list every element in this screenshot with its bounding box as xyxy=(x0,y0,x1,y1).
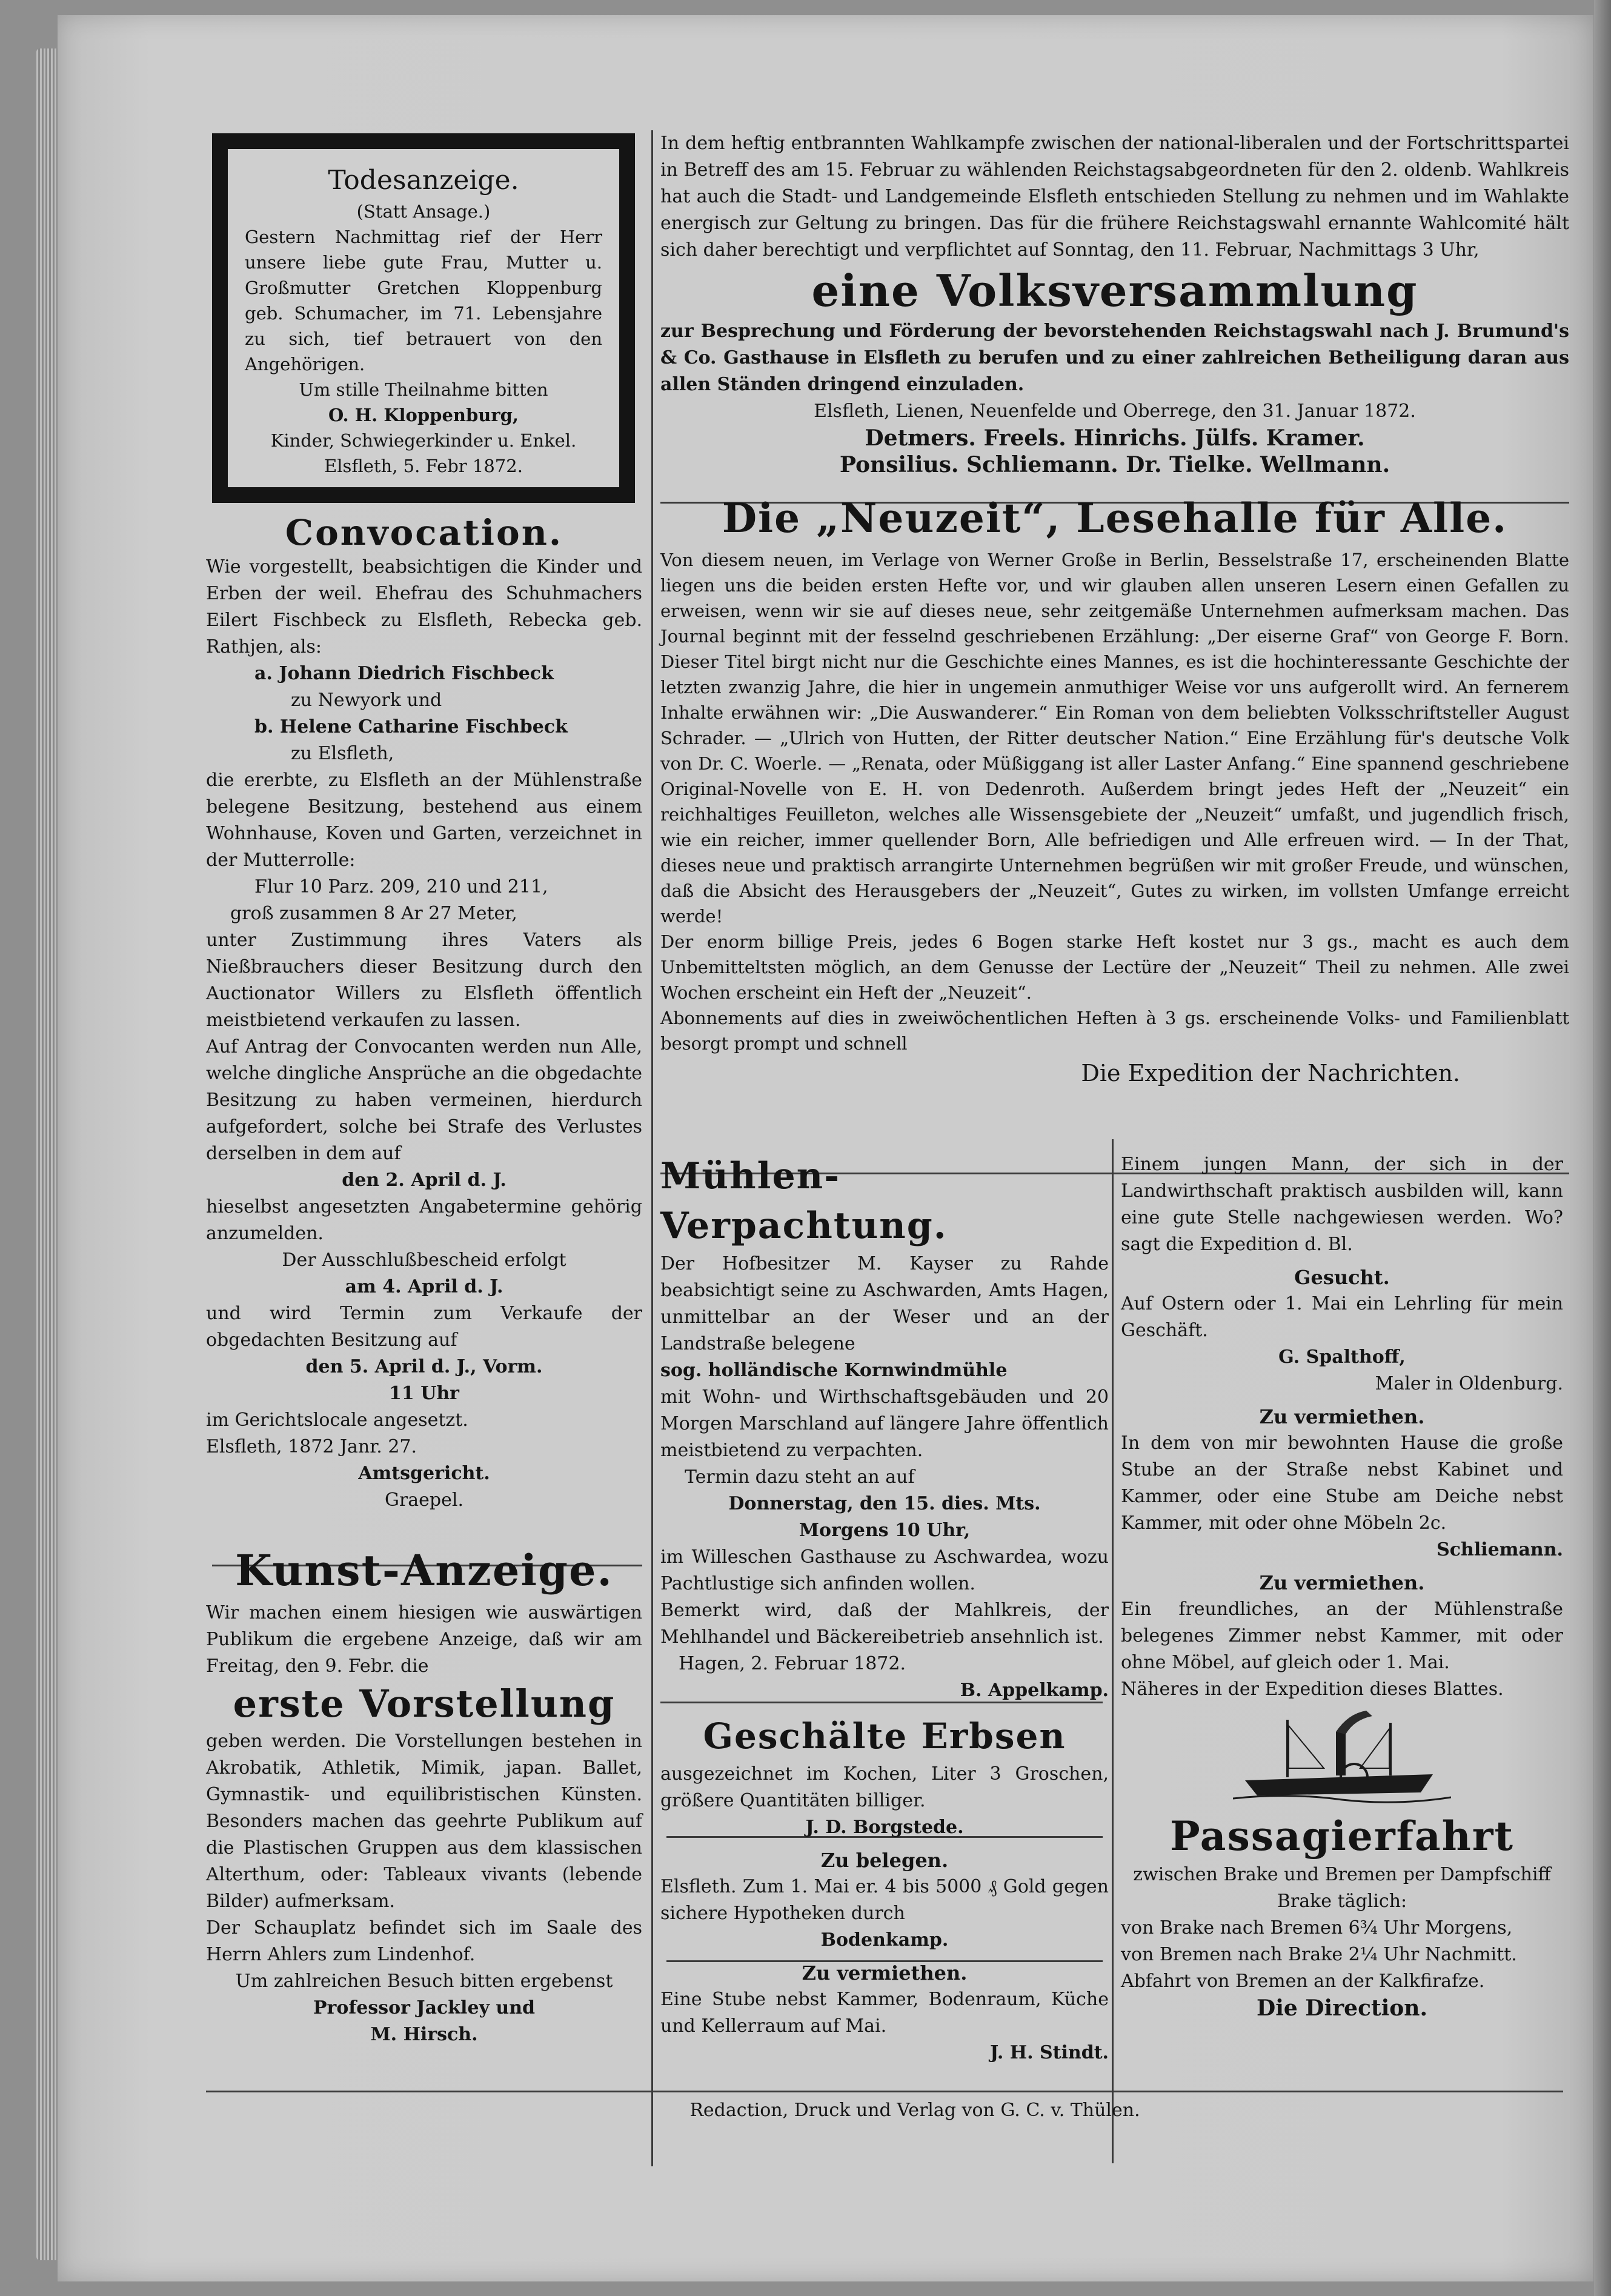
kunst-body2: Der Schauplatz befindet sich im Saale des Herrn Ahlers zum Lindenhof. xyxy=(206,1917,642,1965)
convocation-body7: im Gerichtslocale angesetzt. xyxy=(206,1409,468,1431)
wahl-body: zur Besprechung und Förderung der bevorstehenden Reichstagswahl nach J. Brumund's & Co. Gasthause in Elsfleth zu berufen und zu einer zahlreichen Betheiligung daran aus allen Ständen dringend einzuladen. xyxy=(660,321,1569,395)
vermiethen3-title: Zu vermiethen. xyxy=(1259,1571,1425,1594)
vermiethen1-title: Zu vermiethen. xyxy=(802,1962,968,1985)
erbsen-body: ausgezeichnet im Kochen, Liter 3 Groschen, größere Quantitäten billiger. xyxy=(660,1763,1109,1811)
muehle-title: Mühlen-Verpachtung. xyxy=(660,1155,948,1247)
convocation-body5: Der Ausschlußbescheid erfolgt xyxy=(282,1249,566,1271)
muehle-place-date: Hagen, 2. Februar 1872. xyxy=(679,1653,906,1674)
muehle-sig: B. Appelkamp. xyxy=(960,1680,1109,1701)
vermiethen2-body: In dem von mir bewohnten Hause die große Stube an der Straße nebst Kabinet und Kammer, oder eine Stube am Deiche nebst Kammer, mit oder ohne Möbeln 2c. xyxy=(1121,1433,1563,1534)
erbsen-title: Geschälte Erbsen xyxy=(703,1715,1066,1757)
muehle-body3: Termin dazu steht an auf xyxy=(685,1466,915,1488)
wahl-names2: Ponsilius. Schliemann. Dr. Tielke. Wellmann. xyxy=(839,452,1390,478)
column-rule-left xyxy=(651,130,653,2166)
convocation-date3: den 5. April d. J., Vorm. xyxy=(305,1356,543,1377)
death-plea: Um stille Theilnahme bitten xyxy=(299,379,548,400)
wahl-place-date: Elsfleth, Lienen, Neuenfelde und Oberrege, den 31. Januar 1872. xyxy=(814,401,1416,422)
gesucht-title: Gesucht. xyxy=(1294,1266,1390,1289)
convocation-body3: Auf Antrag der Convocanten werden nun Alle, welche dingliche Ansprüche an die obgedachte Besitzung zu haben vermeinen, hierdurch aufgefordert, solche bei Strafe des Verlustes derselben in dem auf xyxy=(206,1036,642,1164)
page-right-edge xyxy=(1594,0,1611,2296)
muehle-body2: mit Wohn- und Wirthschaftsgebäuden und 20 Morgen Marschland auf längere Jahre öffentlich meistbietend zu verpachten. xyxy=(660,1386,1109,1461)
fahrt-sig: Die Direction. xyxy=(1256,1995,1428,2021)
kunst-sig1: Professor Jackley und xyxy=(313,1997,536,2018)
convocation-item-a: a. Johann Diedrich Fischbeck xyxy=(254,663,554,684)
imprint-footer: Redaction, Druck und Verlag von G. C. v. Thülen. xyxy=(689,2100,1140,2121)
convocation-flur2: groß zusammen 8 Ar 27 Meter, xyxy=(230,903,517,924)
vermiethen2-title: Zu vermiethen. xyxy=(1259,1405,1425,1428)
convocation-item-b2: zu Elsfleth, xyxy=(291,743,394,764)
convocation-date1: den 2. April d. J. xyxy=(342,1170,507,1191)
fahrt-body: zwischen Brake und Bremen per Dampfschiff Brake täglich: xyxy=(1133,1864,1551,1912)
vermiethen1-body: Eine Stube nebst Kammer, Bodenraum, Küche und Kellerraum auf Mai. xyxy=(660,1989,1109,2037)
kunst-sig2: M. Hirsch. xyxy=(370,2024,478,2045)
belegen-sig: Bodenkamp. xyxy=(820,1929,949,1951)
muehle-bold1: sog. holländische Kornwindmühle xyxy=(660,1360,1008,1381)
convocation-item-b: b. Helene Catharine Fischbeck xyxy=(254,716,568,737)
death-title: Todesanzeige. xyxy=(328,165,519,196)
convocation-judge: Graepel. xyxy=(384,1489,464,1511)
wide-column xyxy=(660,130,1569,1090)
gesucht-body: Auf Ostern oder 1. Mai ein Lehrling für mein Geschäft. xyxy=(1121,1293,1563,1341)
convocation-body6: und wird Termin zum Verkaufe der obgedachten Besitzung auf xyxy=(206,1303,642,1351)
wahl-names1: Detmers. Freels. Hinrichs. Jülfs. Kramer. xyxy=(865,425,1365,451)
fahrt-line2: von Bremen nach Brake 2¼ Uhr Nachmitt. xyxy=(1121,1944,1517,1965)
vermiethen2-sig: Schliemann. xyxy=(1437,1539,1563,1560)
neuzeit-title: Die „Neuzeit“, Lesehalle für Alle. xyxy=(722,494,1508,542)
center-column xyxy=(660,1151,1109,2066)
vermiethen1-sig: J. H. Stindt. xyxy=(990,2042,1109,2063)
convocation-place-date: Elsfleth, 1872 Janr. 27. xyxy=(206,1436,417,1457)
left-column xyxy=(206,133,642,2048)
muehle-body5: Bemerkt wird, daß der Mahlkreis, der Mehlhandel und Bäckereibetrieb ansehnlich ist. xyxy=(660,1600,1109,1648)
gesucht-sig: G. Spalthoff, xyxy=(1278,1346,1406,1368)
gesucht-sig2: Maler in Oldenburg. xyxy=(1375,1373,1563,1394)
muehle-body4: im Willeschen Gasthause zu Aschwardea, wozu Pachtlustige sich anfinden wollen. xyxy=(660,1546,1109,1594)
vermiethen3-body2: Näheres in der Expedition dieses Blattes. xyxy=(1121,1679,1504,1700)
muehle-date: Donnerstag, den 15. dies. Mts. xyxy=(728,1493,1041,1514)
muehle-body: Der Hofbesitzer M. Kayser zu Rahde beabsichtigt seine zu Aschwarden, Amts Hagen, unmittelbar an der Weser und an der Landstraße belegene xyxy=(660,1253,1109,1354)
column-rule-right xyxy=(1112,1139,1114,2163)
mann-body: Einem jungen Mann, der sich in der Landwirthschaft praktisch ausbilden will, kann eine gute Stelle nachgewiesen werden. Wo? sagt die Expedition d. Bl. xyxy=(1121,1154,1563,1255)
steamship-icon xyxy=(1233,1708,1451,1811)
wahl-headline: eine Volksversammlung xyxy=(811,265,1418,316)
convocation-body1: die ererbte, zu Elsfleth an der Mühlenstraße belegene Besitzung, bestehend aus einem Wohnhause, Koven und Garten, verzeichnet in der Mutterrolle: xyxy=(206,770,642,871)
book-edge xyxy=(36,48,61,2260)
death-signer2: Kinder, Schwiegerkinder u. Enkel. xyxy=(270,430,577,451)
kunst-headline: erste Vorstellung xyxy=(233,1682,616,1726)
erbsen-sig: J. D. Borgstede. xyxy=(805,1817,964,1838)
kunst-intro: Wir machen einem hiesigen wie auswärtigen Publikum die ergebene Anzeige, daß wir am Freitag, den 9. Febr. die xyxy=(206,1602,642,1677)
rule-footer xyxy=(206,2091,1563,2092)
neuzeit-body3: Abonnements auf dies in zweiwöchentlichen Heften à 3 gs. erscheinende Volks- und Familienblatt besorgt prompt und schnell xyxy=(660,1008,1569,1054)
belegen-body: Elsfleth. Zum 1. Mai er. 4 bis 5000 ₰ Gold gegen sichere Hypotheken durch xyxy=(660,1876,1109,1924)
vermiethen3-body: Ein freundliches, an der Mühlenstraße belegenes Zimmer nebst Kammer, mit oder ohne Möbel, auf gleich oder 1. Mai. xyxy=(1121,1599,1563,1673)
convocation-body2: unter Zustimmung ihres Vaters als Nießbrauchers dieser Besitzung durch den Auctionator Willers zu Elsfleth öffentlich meistbietend verkaufen zu lassen. xyxy=(206,930,642,1031)
kunst-body3: Um zahlreichen Besuch bitten ergebenst xyxy=(235,1971,613,1992)
kunst-title: Kunst-Anzeige. xyxy=(235,1545,613,1596)
convocation-title: Convocation. xyxy=(285,512,563,553)
fahrt-line3: Abfahrt von Bremen an der Kalkfirafze. xyxy=(1121,1971,1485,1992)
neuzeit-body2: Der enorm billige Preis, jedes 6 Bogen starke Heft kostet nur 3 gs., macht es auch dem Unbemitteltsten möglich, an dem Genusse der Lectüre der „Neuzeit“ Theil zu nehmen. Alle zwei Wochen erscheint ein Heft der „Neuzeit“. xyxy=(660,931,1569,1003)
neuzeit-body1: Von diesem neuen, im Verlage von Werner Große in Berlin, Besselstraße 17, erscheinenden Blatte liegen uns die beiden ersten Hefte vor, und wir glauben allen unseren Lesern einen Gefallen zu erweisen, wenn wir sie auf dieses neue, sehr zeitgemäße Unternehmen aufmerksam machen. Das Journal beginnt mit der fesselnd geschriebenen Erzählung: „Der eiserne Graf“ von George F. Born. Dieser Titel birgt nicht nur die Geschichte eines Mannes, es ist die hochinteressante Geschichte der letzten zwanzig Jahre, die hier in ungemein anmuthiger Weise vor uns aufgerollt wird. An fernerem Inhalte erwähnen wir: „Die Auswanderer.“ Ein Roman von dem beliebten Volksschriftsteller August Schrader. — „Ulrich von Hutten, der Ritter deutscher Nation.“ Eine Erzählung für's deutsche Volk von Dr. C. Woerle. — „Renata, oder Müßiggang ist aller Laster Anfang.“ Eine spannend geschriebene Original-Novelle von E. H. von Dedenroth. Außerdem bringt jedes Heft der „Neuzeit“ ein reichhaltiges Feuilleton, welches alle Wissensgebiete der „Neuzeit“ umfaßt, und jugendlich frisch, wie ein reicher, immer quellender Born, Alle befriedigen und Alle erfreuen wird. — In der That, dieses neue und praktisch arrangirte Unternehmen begrüßen wir mit großer Freude, und wünschen, daß die Absicht des Herausgebers der „Neuzeit“, Gutes zu wirken, im vollsten Umfange erreicht werde! xyxy=(660,550,1569,927)
convocation-intro: Wie vorgestellt, beabsichtigen die Kinder und Erben der weil. Ehefrau des Schuhmachers Eilert Fischbeck zu Elsfleth, Rebecka geb. Rathjen, als: xyxy=(206,556,642,657)
fahrt-title: Passagierfahrt xyxy=(1169,1812,1515,1860)
death-subtitle: (Statt Ansage.) xyxy=(356,201,491,222)
kunst-body: geben werden. Die Vorstellungen bestehen in Akrobatik, Athletik, Mimik, japan. Ballet, Gymnastik- und equilibristischen Künsten. Besonders machen das geehrte Publikum auf die Plastischen Gruppen aus dem klassischen Alterthum, oder: Tableaux vivants (lebende Bilder) aufmerksam. xyxy=(206,1731,642,1912)
right-column xyxy=(1121,1151,1563,2021)
death-signer: O. H. Kloppenburg, xyxy=(328,405,519,425)
convocation-body4: hieselbst angesetzten Angabetermine gehörig anzumelden. xyxy=(206,1196,642,1244)
death-body: Gestern Nachmittag rief der Herr unsere liebe gute Frau, Mutter u. Großmutter Gretchen Kloppenburg geb. Schumacher, im 71. Lebensjahre zu sich, tief betrauert von den Angehörigen. xyxy=(245,227,602,374)
belegen-title: Zu belegen. xyxy=(820,1849,949,1872)
convocation-date3b: 11 Uhr xyxy=(389,1383,459,1404)
death-place-date: Elsfleth, 5. Febr 1872. xyxy=(324,456,523,476)
muehle-date2: Morgens 10 Uhr, xyxy=(799,1520,971,1541)
neuzeit-sig: Die Expedition der Nachrichten. xyxy=(1081,1060,1460,1086)
convocation-item-a2: zu Newyork und xyxy=(291,690,442,711)
death-notice xyxy=(212,133,635,503)
convocation-flur: Flur 10 Parz. 209, 210 und 211, xyxy=(254,876,548,897)
wahl-intro: In dem heftig entbrannten Wahlkampfe zwischen der national-liberalen und der Fortschrittspartei in Betreff des am 15. Februar zu wählenden Reichstagsabgeordneten für den 2. oldenb. Wahlkreis hat auch die Stadt- und Landgemeinde Elsfleth entschieden Stellung zu nehmen und im Wahlakte energisch zur Geltung zu bringen. Das für die frühere Reichstagswahl ernannte Wahlcomité hält sich daher berechtigt und verpflichtet auf Sonntag, den 11. Februar, Nachmittags 3 Uhr, xyxy=(660,133,1569,261)
convocation-date2: am 4. April d. J. xyxy=(345,1276,503,1297)
fahrt-line1: von Brake nach Bremen 6¾ Uhr Morgens, xyxy=(1121,1917,1513,1938)
convocation-court: Amtsgericht. xyxy=(358,1463,490,1484)
